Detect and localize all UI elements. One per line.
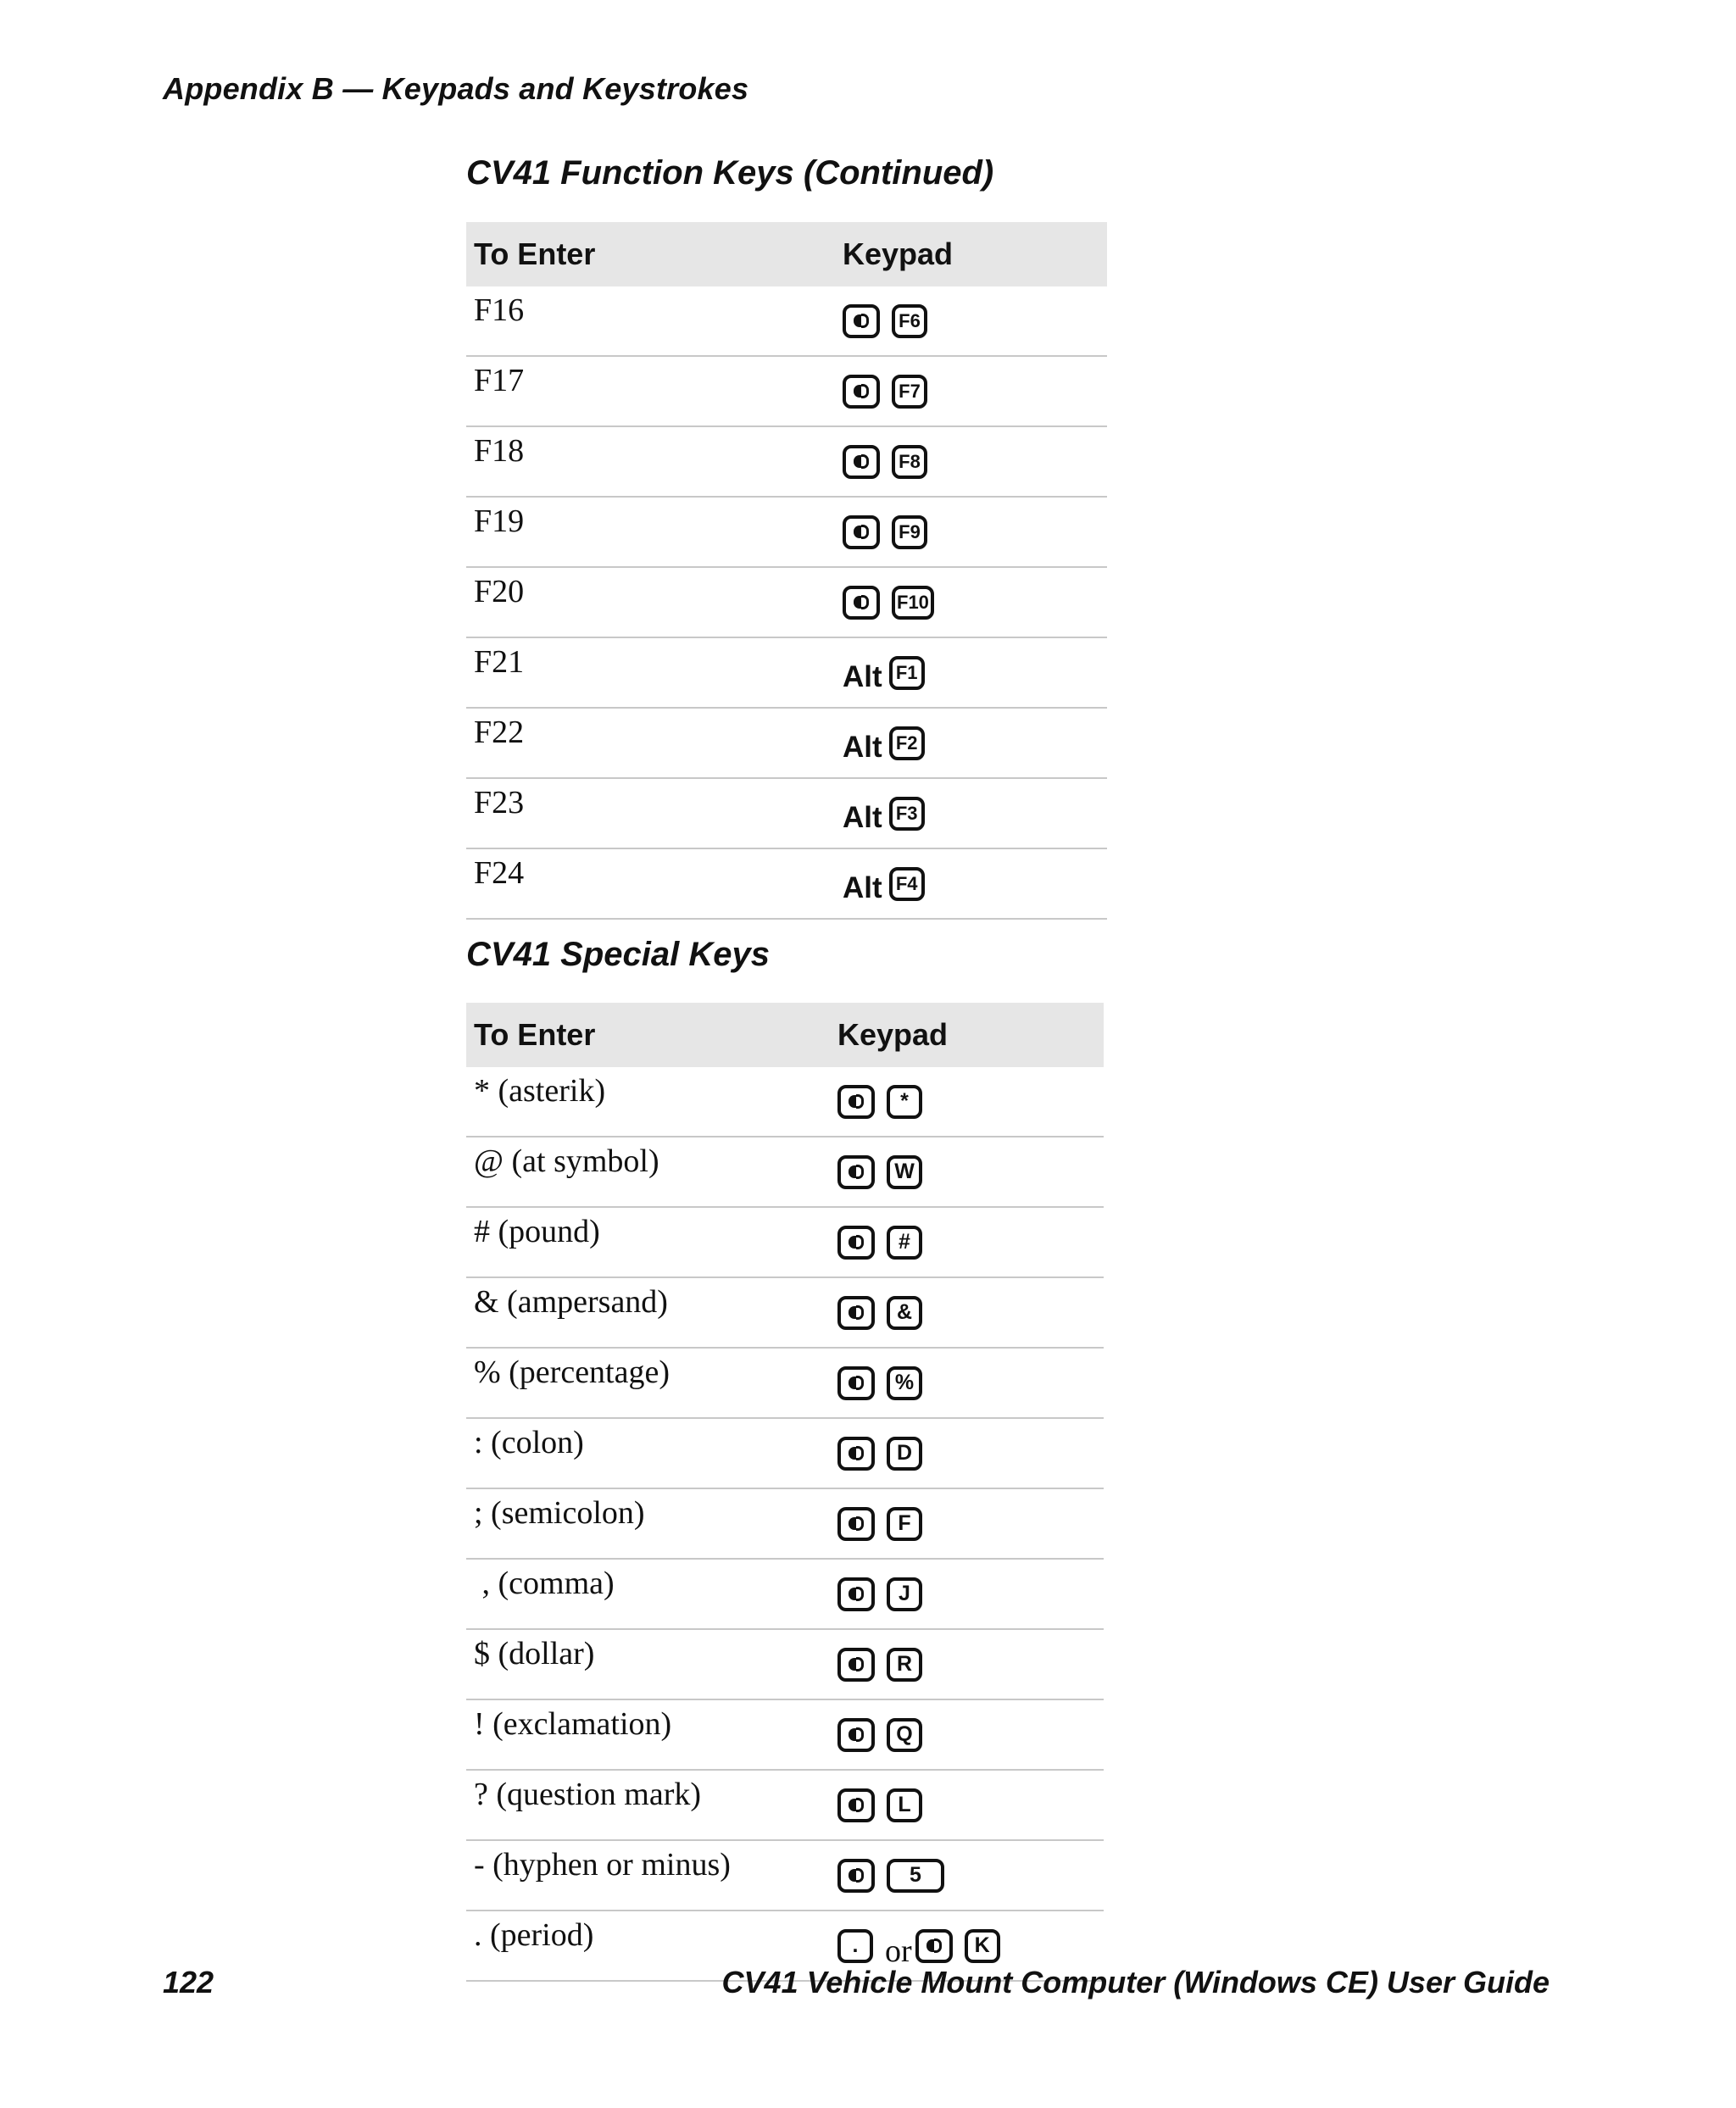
table-row xyxy=(466,1418,1104,1488)
to-enter-cell: $ (dollar) xyxy=(466,1629,830,1699)
key-sequence xyxy=(843,296,1107,347)
page-number: 122 xyxy=(163,1965,214,2000)
to-enter-cell: F16 xyxy=(466,286,835,356)
to-enter-cell: . (period) xyxy=(466,1911,830,1981)
function-keys-title: CV41 Function Keys (Continued) xyxy=(466,154,994,192)
key-sequence xyxy=(843,788,1107,839)
table-row xyxy=(466,1840,1104,1911)
keypad-cell xyxy=(835,637,1107,708)
to-enter-cell: F22 xyxy=(466,708,835,778)
table-row xyxy=(466,1770,1104,1840)
to-enter-cell: ? (question mark) xyxy=(466,1770,830,1840)
to-enter-cell: @ (at symbol) xyxy=(466,1137,830,1207)
key-sequence xyxy=(837,1358,1104,1409)
f-key: F xyxy=(887,1507,922,1541)
shift-glyph xyxy=(854,525,869,539)
table-row xyxy=(466,1277,1104,1348)
f2-key: F2 xyxy=(889,726,925,760)
keypad-cell xyxy=(835,356,1107,426)
shift-glyph xyxy=(849,1587,864,1601)
key-sequence xyxy=(843,577,1107,628)
blue-shift-key-icon xyxy=(837,1296,875,1330)
key-sequence xyxy=(837,1780,1104,1831)
blue-shift-key-icon xyxy=(837,1226,875,1260)
f6-key: F6 xyxy=(892,304,927,338)
table-row xyxy=(466,778,1107,848)
to-enter-cell: F18 xyxy=(466,426,835,497)
table-row xyxy=(466,1067,1104,1137)
shift-glyph xyxy=(854,314,869,328)
shift-glyph xyxy=(854,384,869,398)
blue-shift-key-icon xyxy=(837,1366,875,1400)
key-sequence xyxy=(843,718,1107,769)
column-header-keypad: Keypad xyxy=(830,1003,1104,1067)
shift-glyph xyxy=(849,1165,864,1179)
table-row xyxy=(466,1559,1104,1629)
alt-key-label: Alt xyxy=(843,800,882,834)
blue-shift-key-icon xyxy=(843,586,880,620)
key-sequence xyxy=(837,1217,1104,1268)
keypad-cell xyxy=(830,1207,1104,1277)
keypad-cell xyxy=(830,1277,1104,1348)
asterisk-key: * xyxy=(887,1085,922,1119)
guide-title: CV41 Vehicle Mount Computer (Windows CE) User Guide xyxy=(721,1965,1550,2000)
shift-glyph xyxy=(849,1657,864,1671)
f10-key: F10 xyxy=(892,586,934,620)
or-text: or xyxy=(885,1933,912,1969)
key-sequence xyxy=(837,1850,1104,1901)
period-key: . xyxy=(837,1929,873,1963)
table-header-row xyxy=(466,222,1107,286)
shift-glyph xyxy=(849,1235,864,1249)
key-sequence xyxy=(843,437,1107,487)
to-enter-cell: F17 xyxy=(466,356,835,426)
table-row xyxy=(466,848,1107,919)
keypad-cell xyxy=(835,848,1107,919)
table-row xyxy=(466,1137,1104,1207)
keypad-cell xyxy=(830,1488,1104,1559)
blue-shift-key-icon xyxy=(837,1718,875,1752)
keypad-cell xyxy=(830,1559,1104,1629)
table-row xyxy=(466,497,1107,567)
key-sequence xyxy=(837,1428,1104,1479)
keypad-cell xyxy=(830,1067,1104,1137)
column-header-keypad: Keypad xyxy=(835,222,1107,286)
d-key: D xyxy=(887,1437,922,1471)
key-sequence xyxy=(837,1921,1104,1972)
to-enter-cell: * (asterik) xyxy=(466,1067,830,1137)
to-enter-cell: F23 xyxy=(466,778,835,848)
keypad-cell xyxy=(835,567,1107,637)
blue-shift-key-icon xyxy=(843,515,880,549)
key-sequence xyxy=(837,1569,1104,1620)
shift-glyph xyxy=(854,454,869,469)
k-key: K xyxy=(965,1929,1000,1963)
table-row xyxy=(466,637,1107,708)
blue-shift-key-icon xyxy=(837,1085,875,1119)
to-enter-cell: ; (semicolon) xyxy=(466,1488,830,1559)
key-sequence xyxy=(843,859,1107,909)
keypad-cell xyxy=(835,426,1107,497)
table-row xyxy=(466,1207,1104,1277)
f8-key: F8 xyxy=(892,445,927,479)
percent-key: % xyxy=(887,1366,922,1400)
keypad-cell xyxy=(835,778,1107,848)
table-row xyxy=(466,286,1107,356)
keypad-cell xyxy=(830,1137,1104,1207)
to-enter-cell: F24 xyxy=(466,848,835,919)
key-sequence xyxy=(837,1076,1104,1127)
to-enter-cell: F21 xyxy=(466,637,835,708)
function-keys-table xyxy=(466,222,1107,920)
blue-shift-key-icon xyxy=(837,1859,875,1893)
column-header-to-enter: To Enter xyxy=(466,1003,830,1067)
keypad-cell xyxy=(830,1840,1104,1911)
blue-shift-key-icon xyxy=(837,1648,875,1682)
keypad-cell xyxy=(830,1629,1104,1699)
table-header-row xyxy=(466,1003,1104,1067)
key-sequence xyxy=(843,648,1107,698)
table-row xyxy=(466,1488,1104,1559)
f9-key: F9 xyxy=(892,515,927,549)
key-sequence xyxy=(837,1710,1104,1760)
blue-shift-key-icon xyxy=(837,1155,875,1189)
to-enter-cell: - (hyphen or minus) xyxy=(466,1840,830,1911)
ampersand-key: & xyxy=(887,1296,922,1330)
l-key: L xyxy=(887,1788,922,1822)
keypad-cell xyxy=(835,497,1107,567)
alt-key-label: Alt xyxy=(843,730,882,764)
alt-key-label: Alt xyxy=(843,870,882,904)
to-enter-cell: # (pound) xyxy=(466,1207,830,1277)
blue-shift-key-icon xyxy=(915,1929,953,1963)
shift-glyph xyxy=(854,595,869,609)
keypad-cell xyxy=(830,1348,1104,1418)
f7-key: F7 xyxy=(892,375,927,409)
special-keys-title: CV41 Special Keys xyxy=(466,936,770,973)
5-key: 5 xyxy=(887,1859,944,1893)
to-enter-cell: & (ampersand) xyxy=(466,1277,830,1348)
w-key: W xyxy=(887,1155,922,1189)
blue-shift-key-icon xyxy=(837,1437,875,1471)
shift-glyph xyxy=(849,1727,864,1742)
shift-glyph xyxy=(849,1446,864,1460)
shift-glyph xyxy=(849,1305,864,1320)
shift-glyph xyxy=(849,1798,864,1812)
to-enter-cell: F20 xyxy=(466,567,835,637)
shift-glyph xyxy=(926,1938,942,1953)
to-enter-cell: ! (exclamation) xyxy=(466,1699,830,1770)
to-enter-cell: % (percentage) xyxy=(466,1348,830,1418)
table-row xyxy=(466,1699,1104,1770)
keypad-cell xyxy=(830,1699,1104,1770)
table-row xyxy=(466,1348,1104,1418)
f3-key: F3 xyxy=(889,797,925,831)
to-enter-cell: , (comma) xyxy=(466,1559,830,1629)
blue-shift-key-icon xyxy=(843,445,880,479)
shift-glyph xyxy=(849,1094,864,1109)
table-row xyxy=(466,356,1107,426)
special-keys-table xyxy=(466,1003,1104,1982)
table-row xyxy=(466,426,1107,497)
keypad-cell xyxy=(830,1770,1104,1840)
shift-glyph xyxy=(849,1868,864,1883)
blue-shift-key-icon xyxy=(843,375,880,409)
running-head: Appendix B — Keypads and Keystrokes xyxy=(163,71,749,106)
to-enter-cell: F19 xyxy=(466,497,835,567)
table-row xyxy=(466,567,1107,637)
key-sequence xyxy=(837,1499,1104,1549)
key-sequence xyxy=(837,1288,1104,1338)
table-row xyxy=(466,1629,1104,1699)
r-key: R xyxy=(887,1648,922,1682)
shift-glyph xyxy=(849,1376,864,1390)
key-sequence xyxy=(837,1147,1104,1198)
alt-key-label: Alt xyxy=(843,659,882,693)
q-key: Q xyxy=(887,1718,922,1752)
table-row xyxy=(466,708,1107,778)
key-sequence xyxy=(843,366,1107,417)
key-sequence xyxy=(843,507,1107,558)
blue-shift-key-icon xyxy=(837,1507,875,1541)
blue-shift-key-icon xyxy=(843,304,880,338)
keypad-cell xyxy=(835,286,1107,356)
function-keys-table-body xyxy=(466,286,1107,919)
column-header-to-enter: To Enter xyxy=(466,222,835,286)
f4-key: F4 xyxy=(889,867,925,901)
shift-glyph xyxy=(849,1516,864,1531)
f1-key: F1 xyxy=(889,656,925,690)
keypad-cell xyxy=(835,708,1107,778)
to-enter-cell: : (colon) xyxy=(466,1418,830,1488)
keypad-cell xyxy=(830,1418,1104,1488)
key-sequence xyxy=(837,1639,1104,1690)
blue-shift-key-icon xyxy=(837,1788,875,1822)
blue-shift-key-icon xyxy=(837,1577,875,1611)
pound-key: # xyxy=(887,1226,922,1260)
special-keys-table-body xyxy=(466,1067,1104,1981)
j-key: J xyxy=(887,1577,922,1611)
